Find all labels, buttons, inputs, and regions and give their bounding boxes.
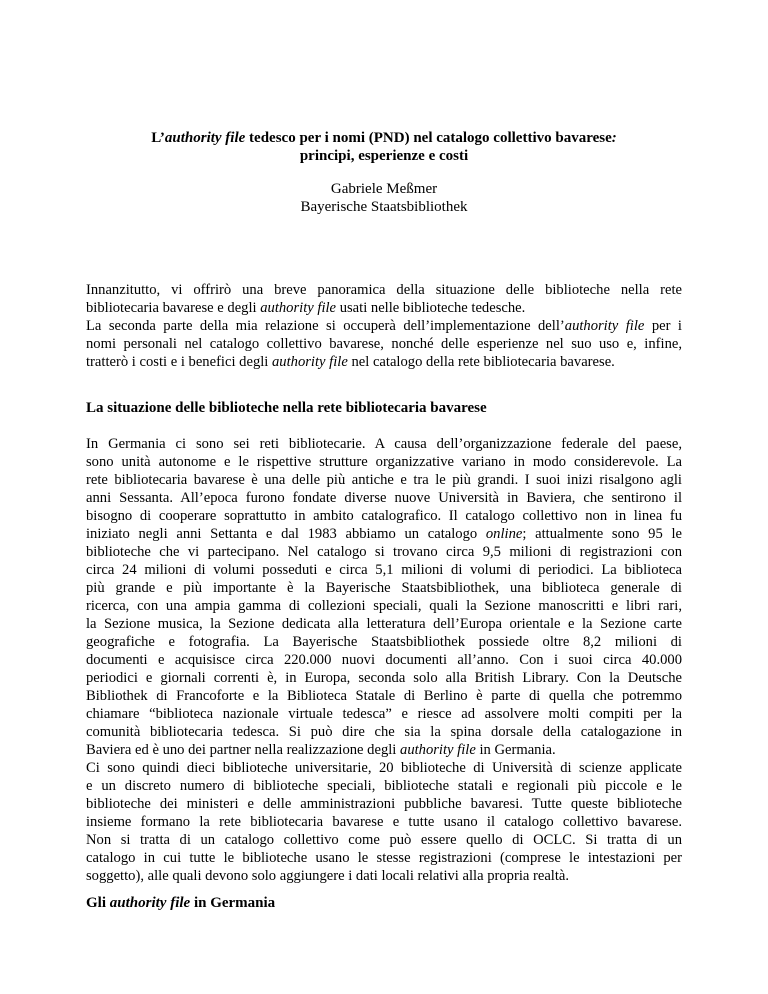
text-line: biblioteche che vi partecipano. Nel catalogo si trovano circa 9,5 milioni di registrazioni con <box>86 544 682 560</box>
text-line: geografiche e fotografia. La Bayerische Staatsbibliothek possiede oltre 8,2 milioni di <box>86 634 682 650</box>
section-heading-biblioteche: La situazione delle biblioteche nella rete bibliotecaria bavarese <box>86 400 487 416</box>
text-line: insieme formano la rete bibliotecaria bavarese e tutte usano il catalogo collettivo bavarese. <box>86 814 682 830</box>
text-line: comunità bibliotecaria tedesca. Si può dire che sia la spina dorsale della catalogazione in <box>86 724 682 740</box>
title-rest: tedesco per i nomi (PND) nel catalogo collettivo bavarese <box>245 130 612 146</box>
text-line: iniziato negli anni Settanta e dal 1983 abbiamo un catalogo online; attualmente sono 95 le <box>86 526 682 542</box>
text-line: Non si tratta di un catalogo collettivo come può essere quello di OCLC. Si tratta di un <box>86 832 682 848</box>
text-line: più grande e più importante è la Bayerische Staatsbibliothek, una biblioteca generale di <box>86 580 682 596</box>
text-line: bisogno di cooperare soprattutto in ambito catalografico. Il catalogo collettivo non in linea fu <box>86 508 682 524</box>
text-line: la Sezione musica, la Sezione dedicata alla letteratura dell’Europa orientale e la Sezione carte <box>86 616 682 632</box>
author-name: Gabriele Meßmer <box>330 181 438 197</box>
title-prefix: L’ <box>151 130 165 146</box>
text-line: sono unità autonome e le rispettive strutture organizzative variano in modo considerevole. La <box>86 454 682 470</box>
text-line: biblioteche dei ministeri e delle amministrazioni pubbliche bavaresi. Tutte queste biblioteche <box>86 796 682 812</box>
text-line: circa 24 milioni di volumi posseduti e circa 5,1 milioni di volumi di periodici. La biblioteca <box>86 562 682 578</box>
title-colon: : <box>611 130 617 146</box>
text-line: catalogo in cui tutte le biblioteche usano le stesse registrazioni (comprese le intestazioni per <box>86 850 682 866</box>
text-line: rete bibliotecaria bavarese è una delle più antiche e tra le più grandi. I suoi inizi risalgono agli <box>86 472 682 488</box>
section1-paragraph <box>86 435 682 885</box>
section-heading-authority-file: Gli authority file in Germania <box>86 895 276 911</box>
text-line: chiamare “biblioteca nazionale virtuale tedesca” e riesce ad assolvere molti compiti per la <box>86 706 682 722</box>
author-affiliation: Bayerische Staatsbibliothek <box>300 199 468 215</box>
text-line: tratterò i costi e i benefici degli authority file nel catalogo della rete bibliotecaria bavarese. <box>86 354 615 370</box>
text-line: In Germania ci sono sei reti bibliotecarie. A causa dell’organizzazione federale del paese, <box>86 436 682 452</box>
text-line: Bibliothek di Francoforte e la Biblioteca Statale di Berlino è parte di quella che potremmo <box>86 688 682 704</box>
text-line: soggetto), alle quali devono solo aggiungere i dati locali relativi alla propria realtà. <box>86 868 570 884</box>
text-line: e un discreto numero di biblioteche speciali, biblioteche statali e regionali più piccole e le <box>86 778 682 794</box>
text-line: ricerca, con una ampia gamma di collezioni speciali, quali la Sezione manoscritti e libri rari, <box>86 598 682 614</box>
document-subtitle: principi, esperienze e costi <box>299 148 469 164</box>
text-line: Ci sono quindi dieci biblioteche universitarie, 20 biblioteche di Università di scienze applicate <box>86 760 682 776</box>
intro-paragraph <box>86 281 682 371</box>
text-line: periodici e giornali correnti è, in Europa, seconda solo alla British Library. Con la Deutsche <box>86 670 682 686</box>
text-line: nomi personali nel catalogo collettivo bavarese, nonché delle esperienze nel suo uso e, infine, <box>86 336 682 352</box>
text-line: bibliotecaria bavarese e degli authority file usati nelle biblioteche tedesche. <box>86 300 526 316</box>
text-line: La seconda parte della mia relazione si occuperà dell’implementazione dell’authority file per i <box>86 318 682 334</box>
text-line: anni Sessanta. All’epoca furono fondate diverse nuove Università in Baviera, che sentirono il <box>86 490 682 506</box>
text-line: Innanzitutto, vi offrirò una breve panoramica della situazione delle biblioteche nella rete <box>86 282 682 298</box>
document-title <box>0 129 768 147</box>
text-line: Baviera ed è uno dei partner nella realizzazione degli authority file in Germania. <box>86 742 556 758</box>
title-italic-term: authority file <box>164 130 246 146</box>
text-line: documenti e acquisisce circa 220.000 nuovi documenti all’anno. Con i suoi circa 40.000 <box>86 652 682 668</box>
